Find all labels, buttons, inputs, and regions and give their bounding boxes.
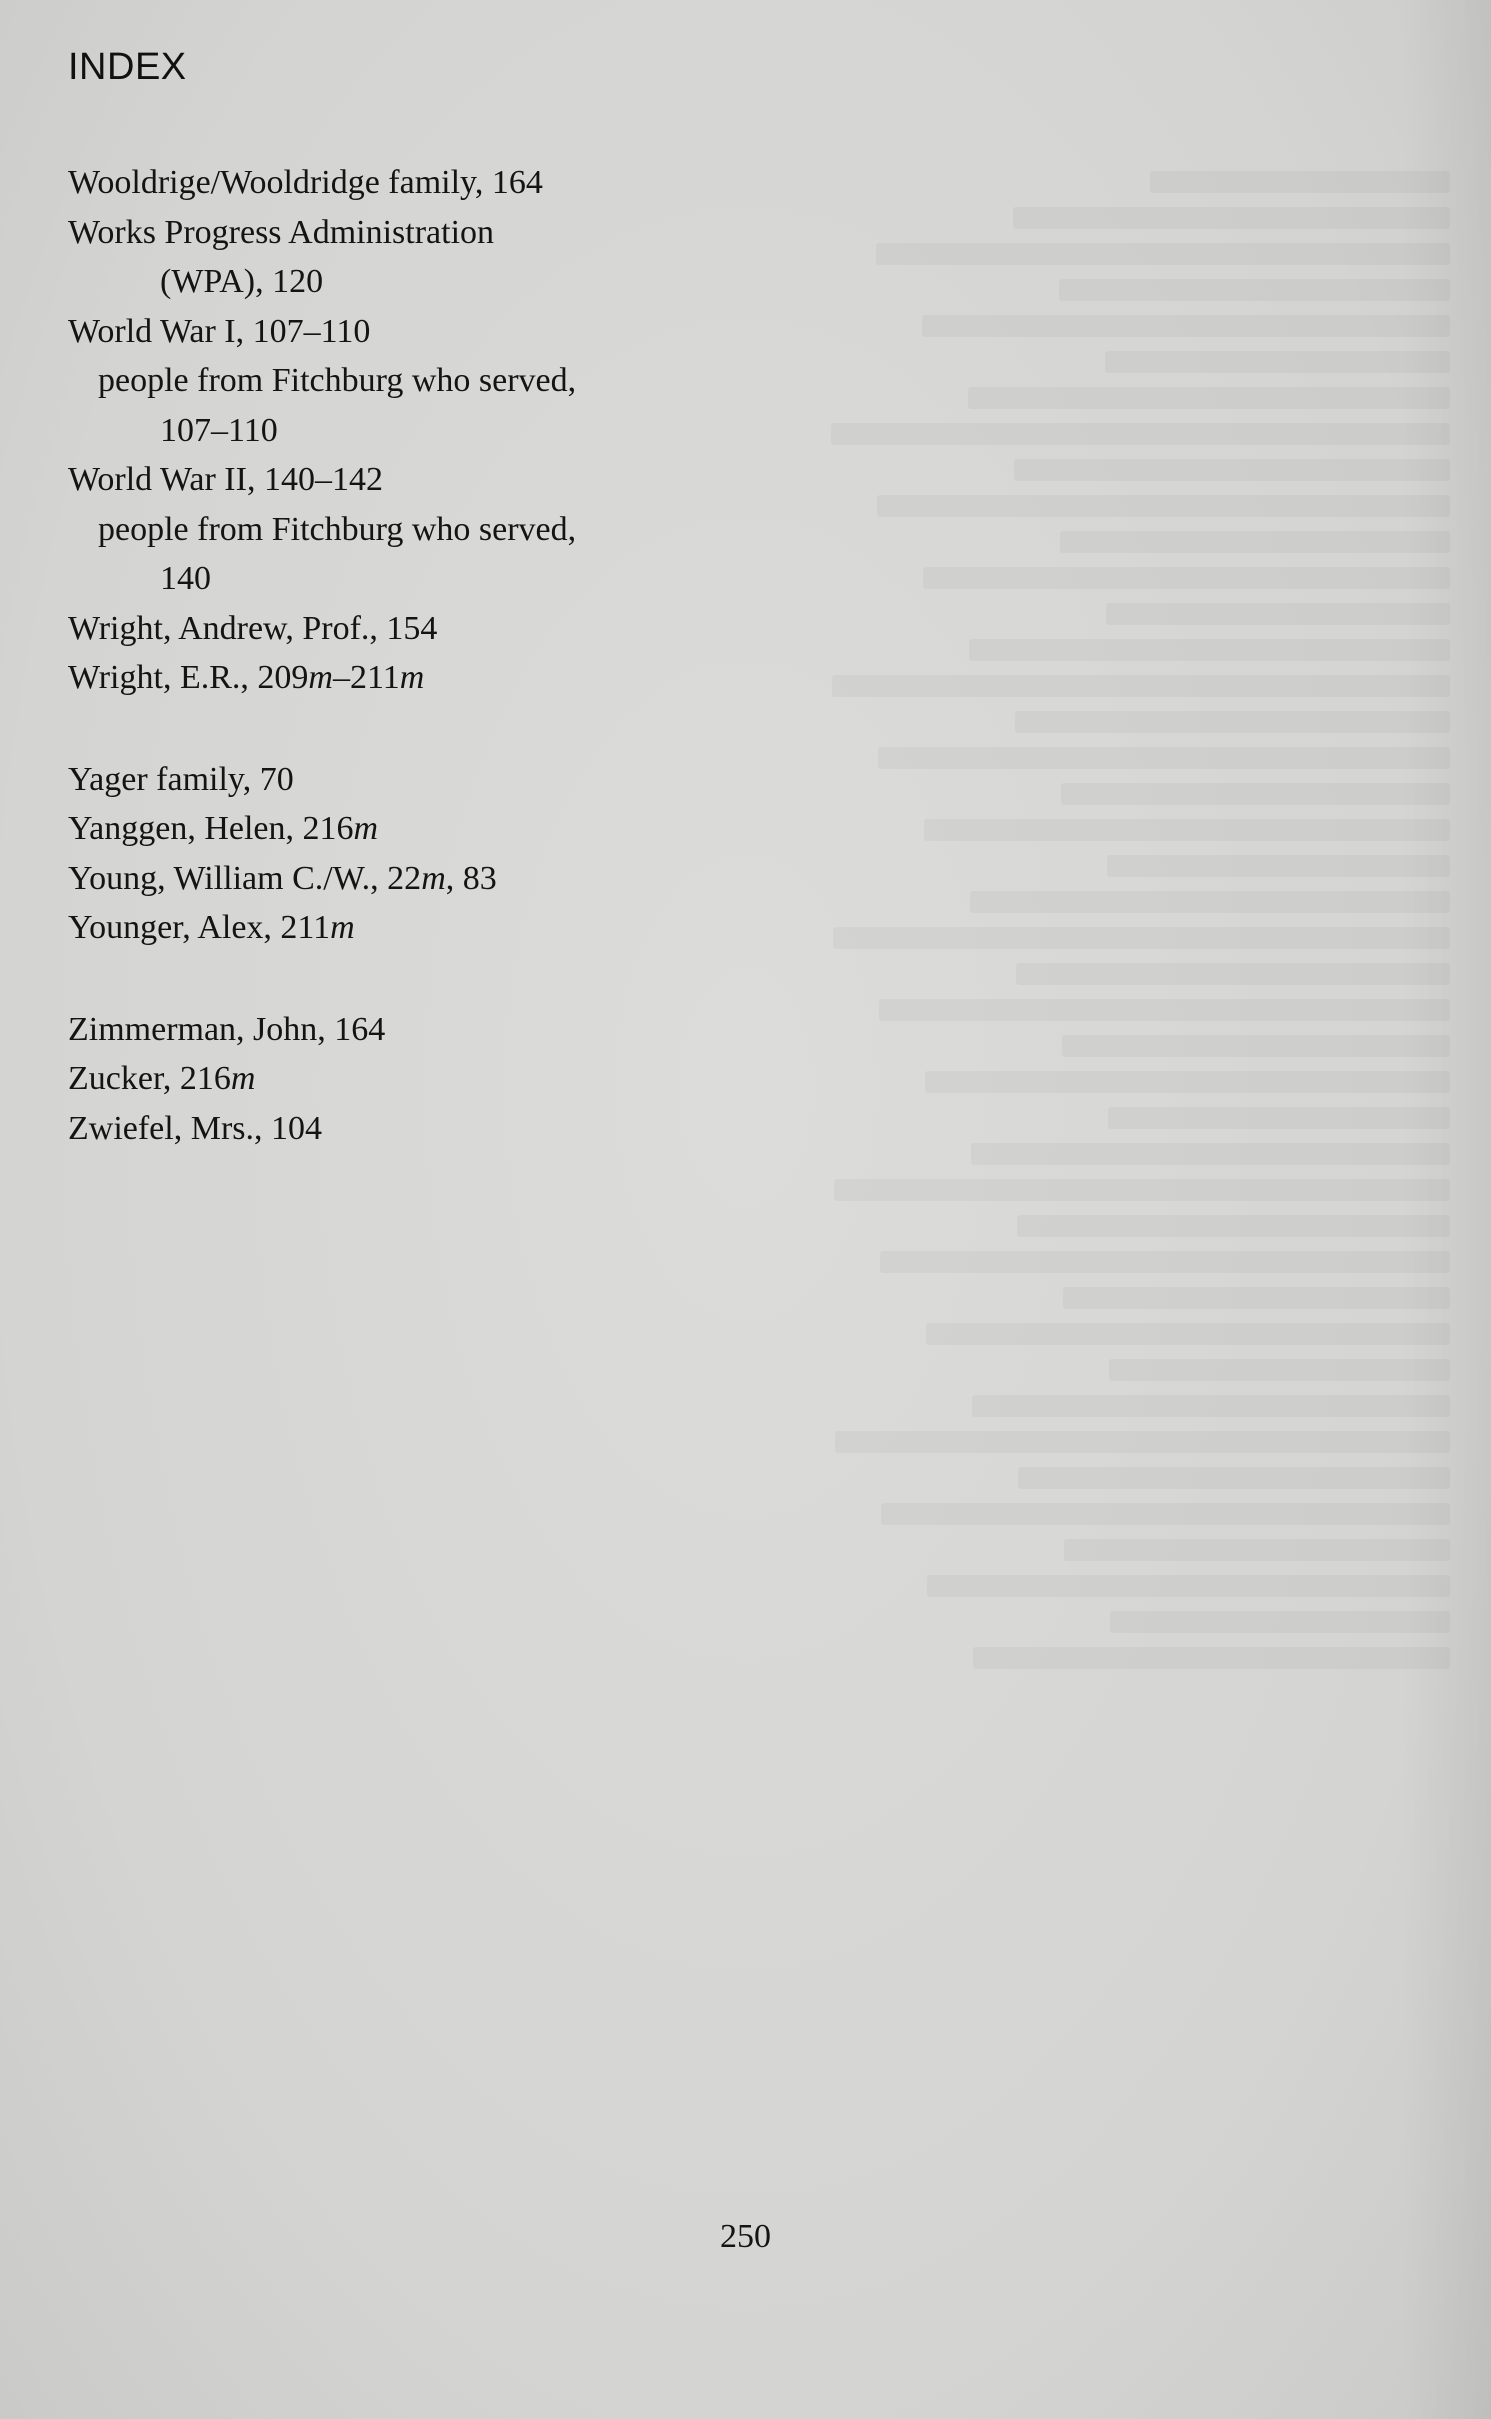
bleed-line xyxy=(880,1251,1450,1273)
bleed-line xyxy=(835,1431,1450,1453)
bleed-line xyxy=(878,747,1450,769)
bleed-line xyxy=(968,387,1450,409)
map-marker-italic: m xyxy=(330,909,355,946)
index-entry: Wooldrige/Wooldridge family, 164 xyxy=(68,164,543,201)
bleed-line xyxy=(831,423,1450,445)
index-entry: World War I, 107–110 xyxy=(68,312,371,350)
bleed-line xyxy=(970,891,1450,913)
bleed-line xyxy=(1059,279,1450,301)
bleed-line xyxy=(1105,351,1450,373)
bleed-line xyxy=(1015,711,1450,733)
bleed-line xyxy=(1063,1287,1450,1309)
bleed-line xyxy=(1013,207,1450,229)
map-marker-italic: m xyxy=(421,859,446,897)
index-subentry: (WPA), 120 xyxy=(160,263,324,300)
bleed-line xyxy=(881,1503,1450,1525)
map-marker-italic: m xyxy=(399,659,425,696)
bleed-line xyxy=(1014,459,1450,481)
index-entry: Works Progress Administration xyxy=(68,213,495,251)
bleed-line xyxy=(969,639,1450,661)
entry-text: Young, William C./W., 22 xyxy=(68,859,422,897)
bleed-line xyxy=(834,1179,1450,1201)
index-subentry: people from Fitchburg who served, xyxy=(98,510,577,548)
entry-text: , 83 xyxy=(445,859,497,897)
index-entry: Zimmerman, John, 164 xyxy=(68,1010,386,1048)
index-subentry: 140 xyxy=(160,560,211,597)
page-heading: INDEX xyxy=(68,46,187,88)
bleed-line xyxy=(1017,1215,1450,1237)
entry-text: –211 xyxy=(332,659,400,696)
bleed-line xyxy=(922,315,1450,337)
index-subentry: 107–110 xyxy=(160,411,278,449)
entry-text: Yanggen, Helen, 216 xyxy=(68,810,354,847)
index-entry: World War II, 140–142 xyxy=(68,461,383,498)
bleed-line xyxy=(1107,855,1450,877)
bleed-line xyxy=(1016,963,1450,985)
bleed-line xyxy=(927,1575,1450,1597)
bleed-line xyxy=(971,1143,1450,1165)
index-entry xyxy=(68,1054,768,1104)
entry-text: Zucker, 216 xyxy=(68,1060,231,1097)
map-marker-italic: m xyxy=(230,1060,256,1097)
bleed-line xyxy=(833,927,1450,949)
bleed-line xyxy=(972,1395,1450,1417)
map-marker-italic: m xyxy=(308,659,333,696)
index-entry xyxy=(68,804,768,854)
index-subentry: people from Fitchburg who served, xyxy=(98,362,577,399)
bleed-line xyxy=(1109,1359,1450,1381)
bleed-line xyxy=(1108,1107,1450,1129)
bleed-line xyxy=(1062,1035,1450,1057)
bleed-line xyxy=(832,675,1450,697)
map-marker-italic: m xyxy=(353,810,379,847)
bleed-line xyxy=(923,567,1450,589)
group-gap xyxy=(68,953,768,1005)
bleed-line xyxy=(1150,171,1450,193)
bleed-line xyxy=(973,1647,1450,1669)
bleed-line xyxy=(876,243,1450,265)
bleed-line xyxy=(1064,1539,1450,1561)
bleed-line xyxy=(926,1323,1450,1345)
index-entry xyxy=(68,854,768,904)
bleed-line xyxy=(924,819,1450,841)
bleed-line xyxy=(1106,603,1450,625)
index-entry xyxy=(68,653,768,703)
group-gap xyxy=(68,703,768,755)
entry-text: Younger, Alex, 211 xyxy=(68,909,331,946)
page-number: 250 xyxy=(720,2218,771,2255)
entry-text: Wright, E.R., 209 xyxy=(68,659,309,696)
bleed-line xyxy=(879,999,1450,1021)
index-entries xyxy=(68,158,768,1153)
bleed-line xyxy=(1110,1611,1450,1633)
index-entry: Zwiefel, Mrs., 104 xyxy=(68,1109,323,1147)
bleed-line xyxy=(1061,783,1450,805)
index-entry: Yager family, 70 xyxy=(68,760,294,798)
bleed-line xyxy=(925,1071,1450,1093)
index-entry: Wright, Andrew, Prof., 154 xyxy=(68,609,438,647)
bleed-through-text xyxy=(790,158,1450,2208)
bleed-line xyxy=(1018,1467,1450,1489)
bleed-line xyxy=(877,495,1450,517)
index-entry xyxy=(68,903,768,953)
bleed-line xyxy=(1060,531,1450,553)
